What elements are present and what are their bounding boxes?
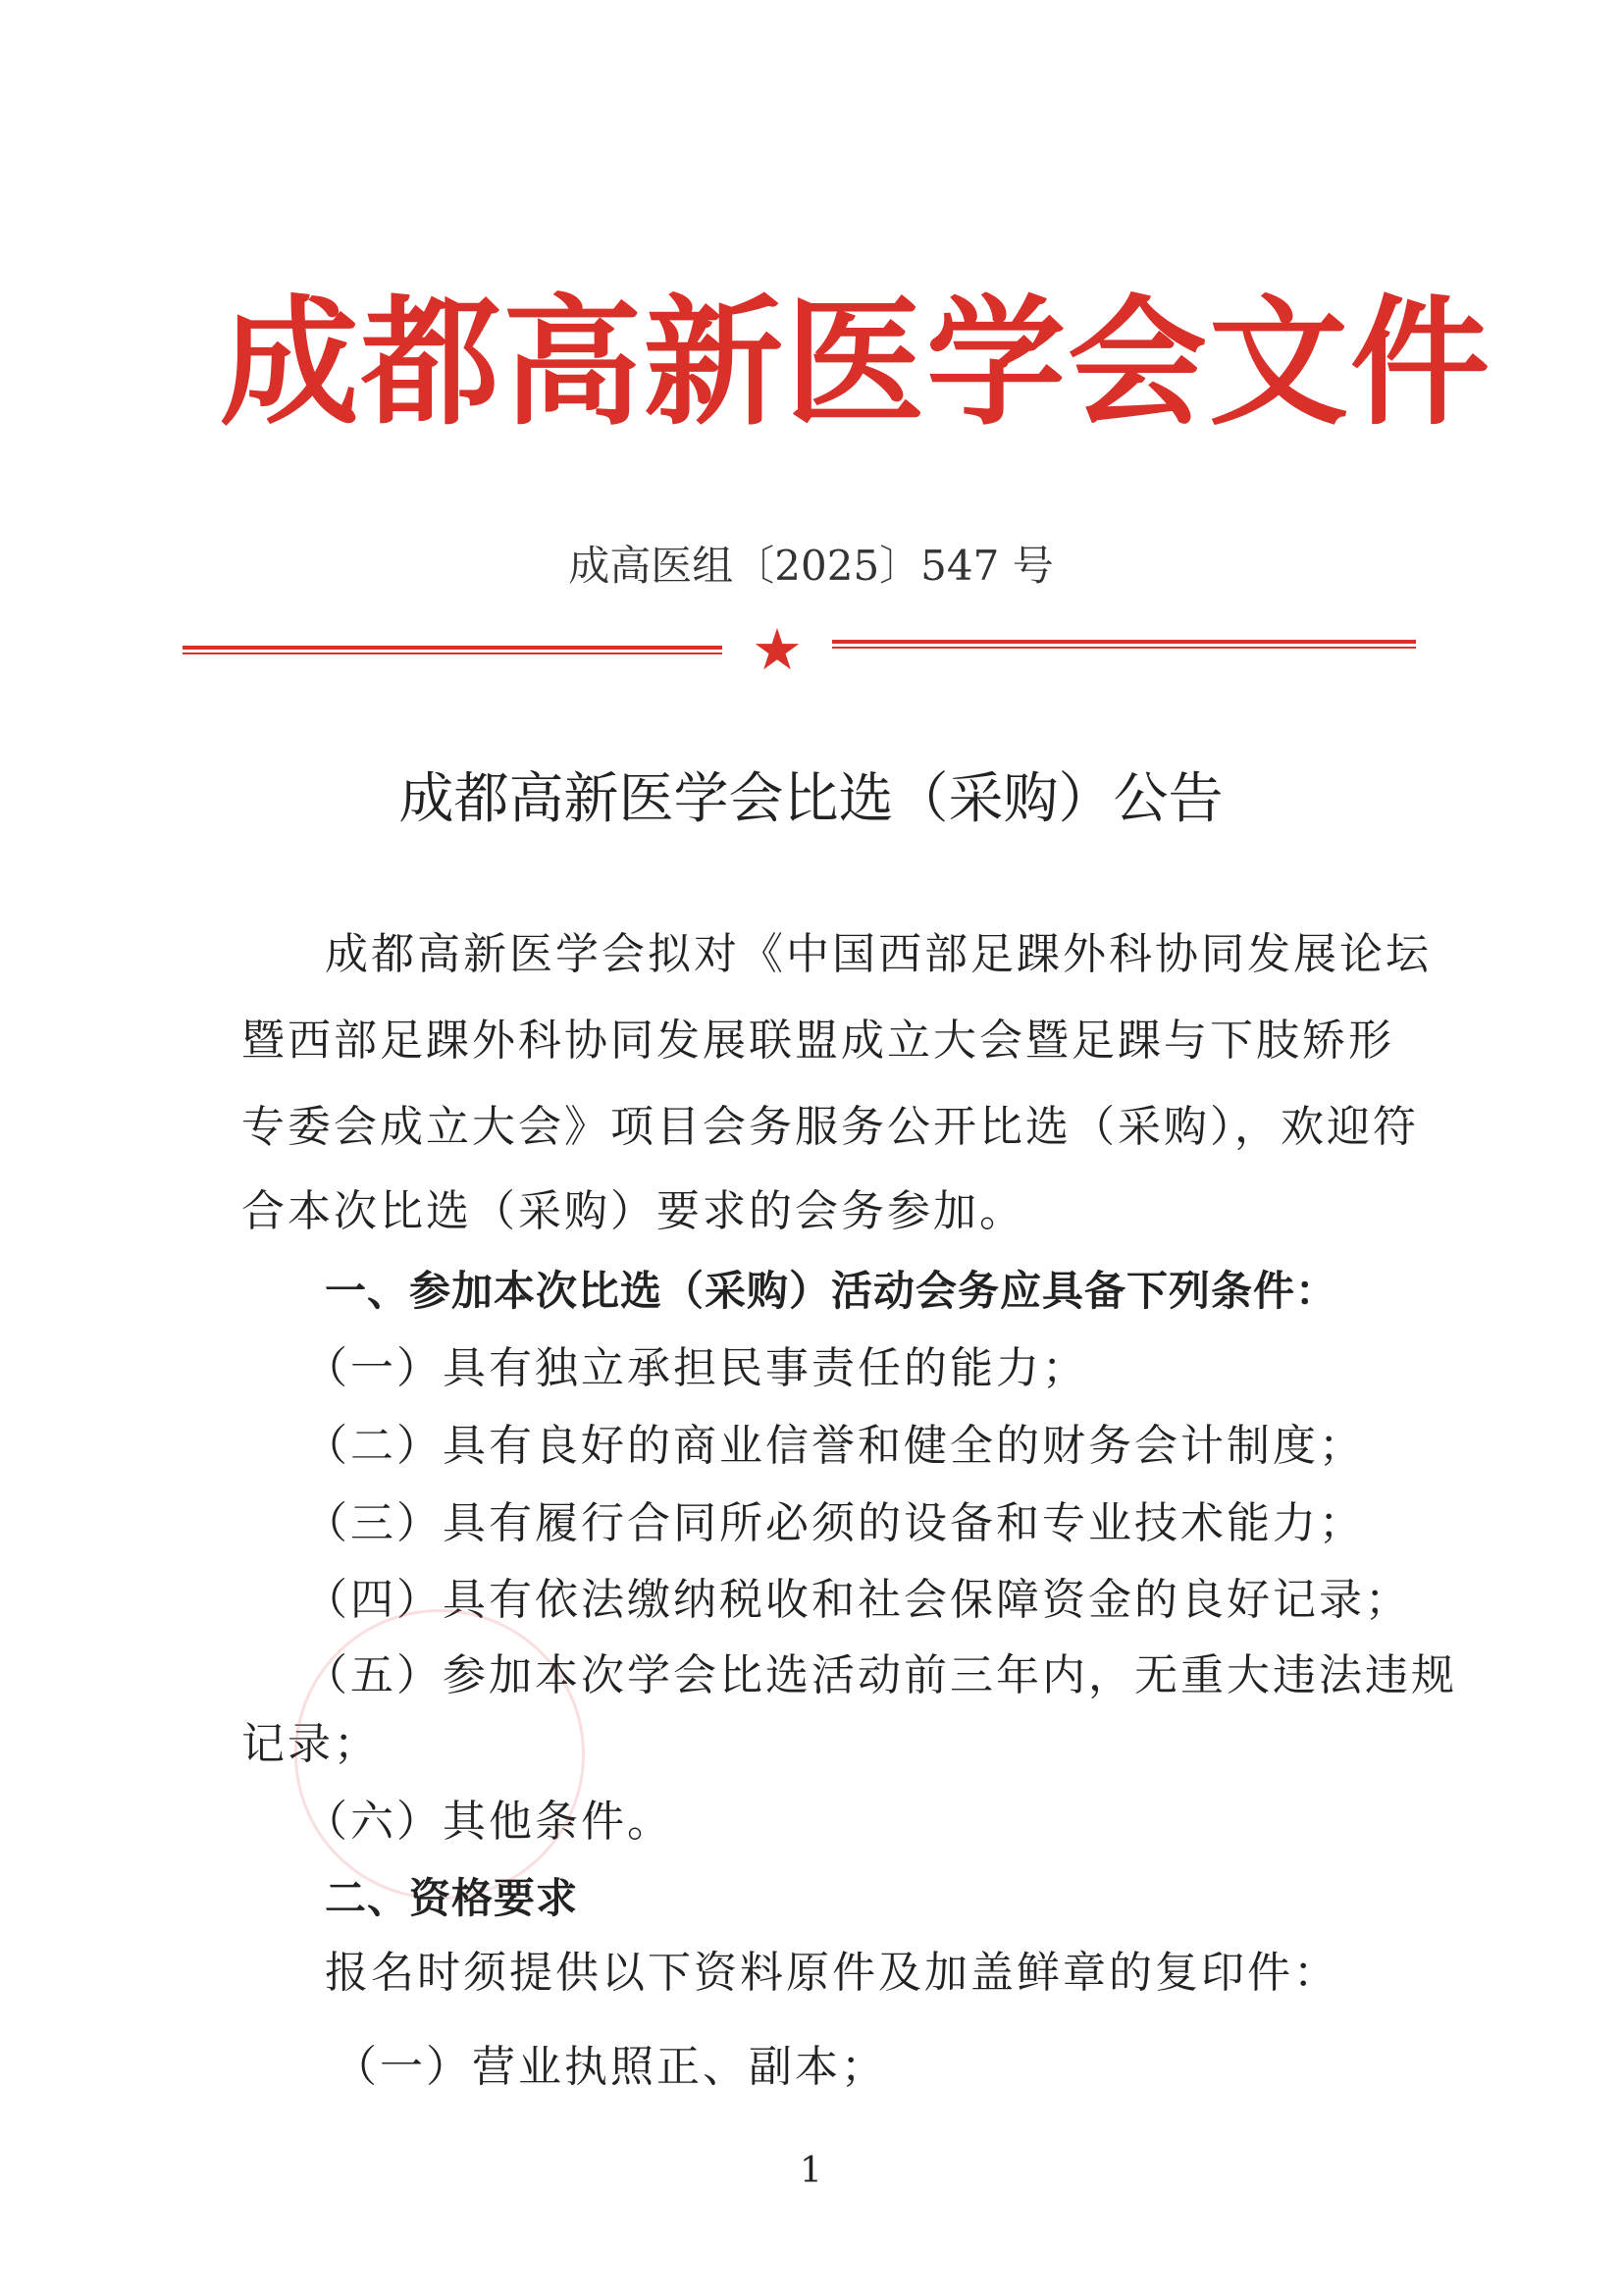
section2-title: 二、资格要求 [325,1874,579,1922]
condition-item: （一）具有独立承担民事责任的能力； [304,1343,1088,1393]
page-number: 1 [800,2151,822,2191]
intro-line: 合本次比选（采购）要求的会务参加。 [241,1186,1025,1236]
condition-item: （五）参加本次学会比选活动前三年内，无重大违法违规 [304,1650,1457,1700]
document-number: 成高医组〔2025〕547 号 [568,542,1054,590]
section2-intro: 报名时须提供以下资料原件及加盖鲜章的复印件： [325,1948,1339,1998]
intro-line: 暨西部足踝外科协同发展联盟成立大会暨足踝与下肢矫形 [241,1016,1394,1066]
star-icon: ★ [752,616,803,683]
intro-line: 专委会成立大会》项目会务服务公开比选（采购），欢迎符 [241,1102,1419,1152]
notice-heading: 成都高新医学会比选（采购）公告 [398,767,1224,831]
condition-item: 记录； [241,1719,380,1769]
intro-line: 成都高新医学会拟对《中国西部足踝外科协同发展论坛 [325,929,1432,979]
red-divider-left [183,646,722,654]
condition-item: （四）具有依法缴纳税收和社会保障资金的良好记录； [304,1575,1411,1625]
condition-item: （六）其他条件。 [304,1797,673,1847]
condition-item: （二）具有良好的商业信誉和健全的财务会计制度； [304,1421,1365,1471]
condition-item: （三）具有履行合同所必须的设备和专业技术能力； [304,1498,1365,1548]
requirement-item: （一）营业执照正、副本； [334,2042,887,2092]
faint-seal [294,1609,585,1900]
red-divider-right [832,640,1416,649]
section1-title: 一、参加本次比选（采购）活动会务应具备下列条件： [325,1267,1338,1315]
document-org-title: 成都高新医学会文件 [220,282,1491,444]
